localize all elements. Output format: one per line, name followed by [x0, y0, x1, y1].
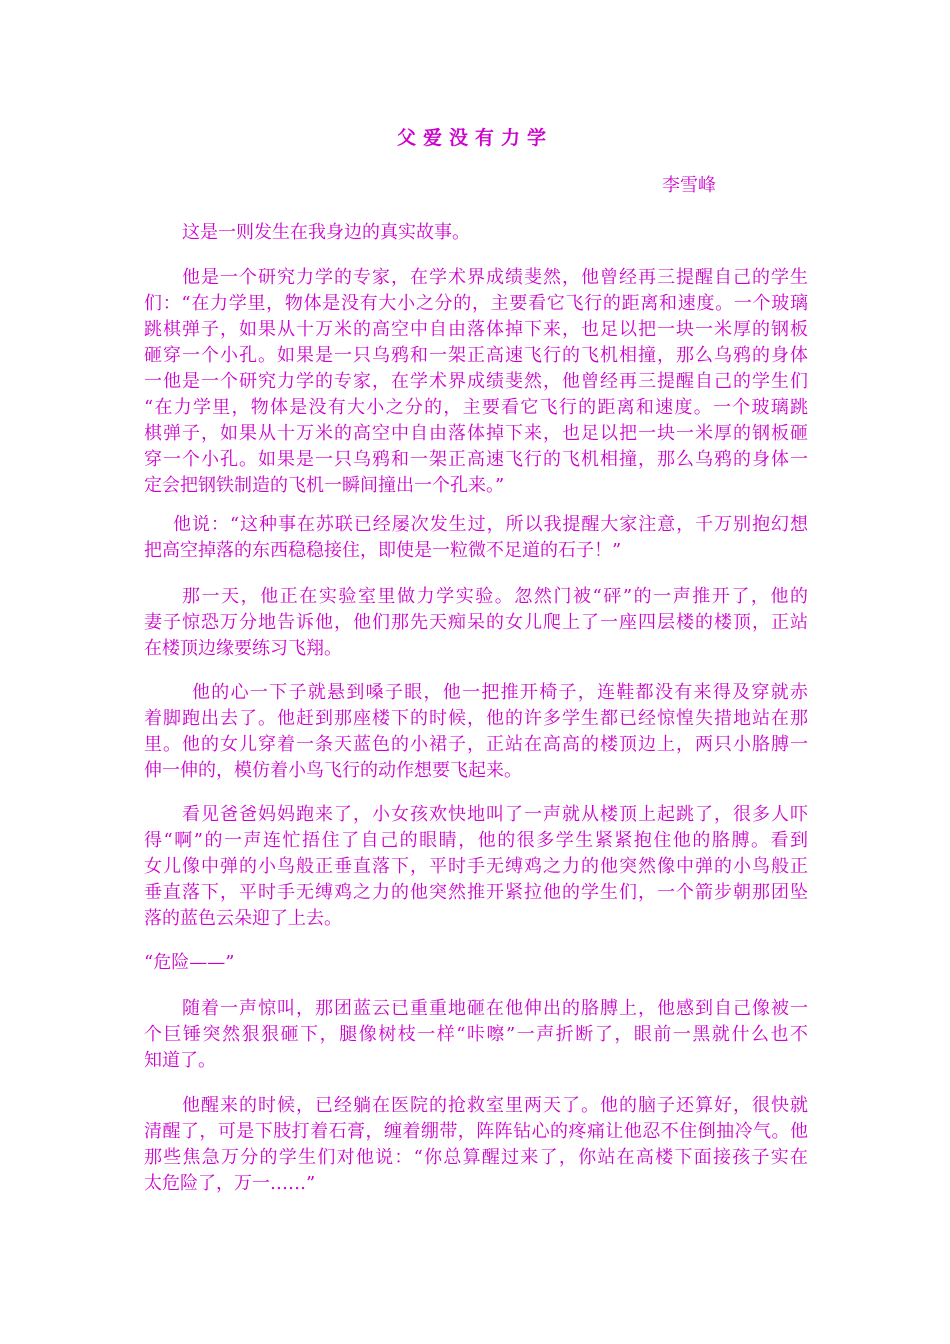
- paragraph-line: 个巨锤突然狠狠砸下，腿像树枝一样“咔嚓”一声折断了，眼前一黑就什么也不: [144, 1024, 808, 1045]
- paragraph-line: 一他是一个研究力学的专家，在学术界成绩斐然，他曾经再三提醒自己的学生们: [144, 371, 808, 392]
- paragraph-line: 砸穿一个小孔。如果是一只乌鸦和一架正高速飞行的飞机相撞，那么乌鸦的身体: [144, 345, 808, 366]
- paragraph-3: [144, 512, 808, 564]
- paragraph-line: 女儿像中弹的小鸟般正垂直落下，平时手无缚鸡之力的他突然像中弹的小鸟般正: [144, 856, 808, 877]
- paragraph-line: 清醒了，可是下肢打着石膏，缠着绷带，阵阵钻心的疼痛让他忍不住倒抽冷气。他: [144, 1121, 808, 1142]
- paragraph-line: 他醒来的时候，已经躺在医院的抢救室里两天了。他的脑子还算好，很快就: [182, 1095, 808, 1116]
- paragraph-8: [144, 996, 808, 1074]
- document-title: 父爱没有力学: [396, 127, 553, 149]
- paragraph-1: [144, 220, 808, 246]
- paragraph-2: [144, 265, 808, 499]
- paragraph-line: 落的蓝色云朵迎了上去。: [144, 908, 342, 929]
- paragraph-line: 随着一声惊叫，那团蓝云已重重地砸在他伸出的胳膊上，他感到自己像被一: [182, 998, 808, 1019]
- paragraph-line: 这是一则发生在我身边的真实故事。: [182, 222, 470, 243]
- paragraph-line: 他是一个研究力学的专家，在学术界成绩斐然，他曾经再三提醒自己的学生: [182, 267, 808, 288]
- paragraph-line: 着脚跑出去了。他赶到那座楼下的时候，他的许多学生都已经惊惶失措地站在那: [144, 708, 808, 729]
- paragraph-line: 知道了。: [144, 1050, 216, 1071]
- paragraph-line: 太危险了，万一……”: [144, 1173, 316, 1194]
- paragraph-line: 他的心一下子就悬到嗓子眼，他一把推开椅子，连鞋都没有来得及穿就赤: [192, 682, 808, 703]
- paragraph-line: 垂直落下，平时手无缚鸡之力的他突然推开紧拉他的学生们，一个箭步朝那团坠: [144, 882, 808, 903]
- paragraph-line: 得“啊”的一声连忙捂住了自己的眼睛，他的很多学生紧紧抱住他的胳膊。看到: [144, 830, 808, 851]
- paragraph-line: 把高空掉落的东西稳稳接住，即使是一粒微不足道的石子！”: [144, 540, 622, 561]
- paragraph-9: [144, 1093, 808, 1197]
- paragraph-line: 看见爸爸妈妈跑来了，小女孩欢快地叫了一声就从楼顶上起跳了，很多人吓: [182, 804, 808, 825]
- paragraph-line: 在楼顶边缘要练习飞翔。: [144, 638, 342, 659]
- paragraph-line: 妻子惊恐万分地告诉他，他们那先天痴呆的女儿爬上了一座四层楼的楼顶，正站: [144, 612, 808, 633]
- paragraph-line: 里。他的女儿穿着一条天蓝色的小裙子，正站在高高的楼顶边上，两只小胳膊一: [144, 734, 808, 755]
- paragraph-line: 那一天，他正在实验室里做力学实验。忽然门被“砰”的一声推开了，他的: [182, 586, 808, 607]
- paragraph-line: 他说：“这种事在苏联已经屡次发生过，所以我提醒大家注意，千万别抱幻想: [173, 514, 808, 535]
- paragraph-line: 们：“在力学里，物体是没有大小之分的，主要看它飞行的距离和速度。一个玻璃: [144, 293, 808, 314]
- paragraph-line: “危险——”: [144, 952, 235, 973]
- paragraph-line: 跳棋弹子，如果从十万米的高空中自由落体掉下来，也足以把一块一米厚的钢板: [144, 319, 808, 340]
- paragraph-line: 定会把钢铁制造的飞机一瞬间撞出一个孔来。”: [144, 475, 505, 496]
- paragraph-7: [144, 950, 808, 976]
- paragraph-line: 棋弹子，如果从十万米的高空中自由落体掉下来，也足以把一块一米厚的钢板砸: [144, 423, 808, 444]
- paragraph-line: 那些焦急万分的学生们对他说：“你总算醒过来了，你站在高楼下面接孩子实在: [144, 1147, 808, 1168]
- paragraph-line: 穿一个小孔。如果是一只乌鸦和一架正高速飞行的飞机相撞，那么乌鸦的身体一: [144, 449, 808, 470]
- paragraph-4: [144, 584, 808, 662]
- paragraph-line: “在力学里，物体是没有大小之分的，主要看它飞行的距离和速度。一个玻璃跳: [144, 397, 808, 418]
- paragraph-line: 伸一伸的，模仿着小鸟飞行的动作想要飞起来。: [144, 760, 522, 781]
- paragraph-6: [144, 802, 808, 932]
- paragraph-5: [144, 680, 808, 784]
- document-author: 李雪峰: [662, 175, 716, 196]
